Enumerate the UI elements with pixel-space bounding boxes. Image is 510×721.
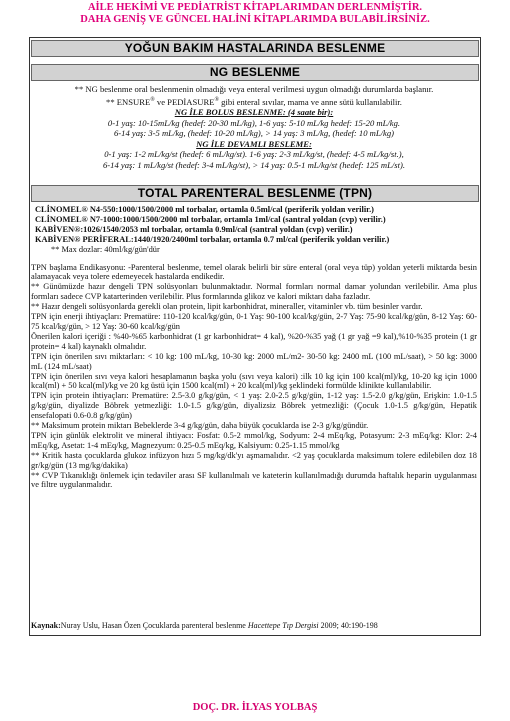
- tpn-paragraph: ** Kritik hasta çocuklarda glukoz infüzyon hızı 5 mg/kg/dk'yı aşmamalıdır. <2 yaş çocuklarda maksimum tolere edilebilen doz 18 gr/kg/gün (13 mg/kg/dakika): [31, 450, 477, 470]
- reference: [31, 620, 477, 631]
- reference-journal: Hacettepe Tıp Dergisi: [247, 621, 319, 630]
- tpn-paragraph: ** Hazır dengeli solüsyonlarda gerekli olan protein, lipit karbonhidrat, mineraller, vitaminler vb. tüm besinler vardır.: [31, 302, 423, 312]
- tpn-paragraph: ** CVP Tıkanıklığı önlemek için tedaviler arası SF kullanılmalı ve kateterin kullanılmadığı durumda haftalık heparin uygulanması ve filtre uygulanmalıdır.: [31, 470, 477, 490]
- tpn-section: [31, 205, 477, 490]
- tpn-paragraph: Önerilen kalori içeriği : %40-%65 karbonhidrat (1 gr karbonhidrat= 4 kal), %20-%35 yağ (1 gr yağ =9 kal),%10-%35 protein (1 gr protein= 4 kal) kaynaklı olmalıdır.: [31, 331, 477, 351]
- ng-bolus-1: 0-1 yaş: 10-15mL/kg (hedef: 20-30 mL/kg), 1-6 yaş: 5-10 mL/kg hedef: 15-20 mL/kg.: [107, 117, 401, 128]
- banner: [0, 2, 510, 26]
- tpn-paragraph: TPN için günlük elektrolit ve mineral ihtiyacı: Fosfat: 0.5-2 mmol/kg, Sodyum: 2-4 mEq/kg, Potasyum: 2-3 mEq/kg: Klor: 2-4 mEq/kg, Asetat: 1-4 mEq/kg, Magnezyum: 0.25-0.5 mEq/kg, Kalsiyum: 0.25-1.15 mmol/kg: [31, 430, 477, 450]
- product-line: CLİNOMEL® N4-550:1000/1500/2000 ml torbalar, ortamla 0.5ml/cal (periferik yoldan verilir.): [35, 205, 374, 214]
- tpn-paragraph: ** Maksimum protein miktarı Bebeklerde 3-4 g/kg/gün, daha büyük çocuklarda ise 2-3 g/kg/gündür.: [31, 421, 369, 431]
- tpn-paragraph: TPN başlama Endikasyonu: -Parenteral beslenme, temel olarak belirli bir süre enteral (oral veya tüp) yoldan yeterli miktarda besin alamayacak veya tolere edemeyecek hastalarda endikedir.: [31, 262, 477, 282]
- ng-bolus-title: NG İLE BOLUS BESLENME: (4 saate bir):: [174, 107, 334, 118]
- banner-line-1: AİLE HEKİMİ VE PEDİATRİST KİTAPLARIMDAN DERLENMİŞTİR.: [87, 2, 423, 13]
- tpn-paragraph: TPN için protein ihtiyaçları: Prematüre: 2.5-3.0 g/kg/gün, < 1 yaş: 2.0-2.5 g/kg/gün, 1-12 yaş: 1.5-2.0 g/kg/gün, Erişkin: 1.0-1.5 g/kg/gün, diyalizde Böbrek yetmezliği: 1.0-1.5 g/kg/gün, diyalizsiz Böbrek yetmezliği: (Çocuk 1.0-1.5 g/kg/gün, Hepatik ensefalopati 0.6-0.8 g/kg/gün): [31, 391, 477, 421]
- reference-text: Nuray Uslu, Hasan Özen Çocuklarda parenteral beslenme: [60, 621, 248, 630]
- ng-note-2: ** ENSURE® ve PEDİASURE® gibi enteral sıvılar, mama ve anne sütü kullanılabilir.: [106, 96, 402, 107]
- ng-note-1: ** NG beslenme oral beslenmenin olmadığı veya enteral verilmesi uygun olmadığı durumlarda başlanır.: [74, 84, 434, 94]
- reference-tail: 2009; 40:190-198: [318, 621, 378, 630]
- tpn-paragraph: ** Günümüzde hazır dengeli TPN solüsyonları bulunmaktadır. Normal formları normal damar yolundan verilebilir. Ama plus formları sadece CVP katarterinden verilebilir. Plus formlarında glikoz ve kalori miktarı daha fazladır.: [31, 282, 477, 302]
- product-line: KABİVEN®:1026/1540/2053 ml torbalar, ortamla 0.9ml/cal (santral yoldan (cvp) verilir.): [35, 224, 353, 234]
- author-name: DOÇ. DR. İLYAS YOLBAŞ: [192, 702, 318, 713]
- tpn-paragraph: TPN için enerji ihtiyaçları: Prematüre: 110-120 kcal/kg/gün, 0-1 Yaş: 90-100 kcal/kg/gün, 2-7 Yaş: 75-90 kcal/kg/gün, 8-12 Yaş: 60-75 kcal/kg/gün, > 12 Yaş: 30-60 kcal/kg/gün: [31, 312, 477, 331]
- max-dose-note: ** Max dozlar: 40ml/kg/gün'dür: [51, 244, 160, 254]
- ng-bolus-2: 6-14 yaş: 3-5 mL/kg, (hedef: 10-20 mL/kg), > 14 yaş: 3 mL/kg, (hedef: 10 mL/kg): [113, 128, 395, 139]
- tpn-paragraph: TPN için önerilen sıvı veya kalori hesaplamanın başka yolu (sıvı veya kalori) :ilk 10 kg için 100 kcal(ml)/kg, 10-20 kg için 1000 kcal(ml) + 50 kcal(ml)/kg ve 20 kg üstü için 1500 kcal(ml) + 20 kcal(ml)/kg şeklindeki formülde klinikte kullanılabilir.: [31, 371, 477, 391]
- banner-line-2: DAHA GENİŞ VE GÜNCEL HALİNİ KİTAPLARIMDA BULABİLİRSİNİZ.: [80, 14, 430, 25]
- ng-cont-2: 6-14 yaş: 1 mL/kg/st (hedef: 3-4 mL/kg/st), > 14 yaş: 0.5-1 mL/kg/st (hedef: 125 mL/st).: [102, 160, 405, 171]
- product-line: CLİNOMEL® N7-1000:1000/1500/2000 ml torbalar, ortamla 1ml/cal (santral yoldan (cvp) verilir.): [35, 214, 386, 224]
- tpn-title: TOTAL PARENTERAL BESLENME (TPN): [31, 185, 479, 202]
- ng-title: NG BESLENME: [31, 64, 479, 81]
- ng-cont-1: 0-1 yaş: 1-2 mL/kg/st (hedef: 6 mL/kg/st). 1-6 yaş: 2-3 mL/kg/st, (hedef: 4-5 mL/kg/st.),: [104, 149, 404, 160]
- ng-cont-title: NG İLE DEVAMLI BESLEME:: [196, 138, 312, 149]
- ng-section: [31, 84, 477, 177]
- reference-label: Kaynak:: [31, 621, 61, 630]
- tpn-paragraph: TPN için önerilen sıvı miktarları: < 10 kg: 100 mL/kg, 10-30 kg: 2000 mL/m2- 30-50 kg: 2400 mL (100 mL/saat), > 50 kg: 3000 mL (124 mL/saat): [31, 351, 477, 371]
- main-title: YOĞUN BAKIM HASTALARINDA BESLENME: [31, 40, 479, 57]
- product-line: KABİVEN® PERİFERAL:1440/1920/2400ml torbalar, ortamla 0.7 ml/cal (periferik yoldan verilir.): [35, 234, 390, 244]
